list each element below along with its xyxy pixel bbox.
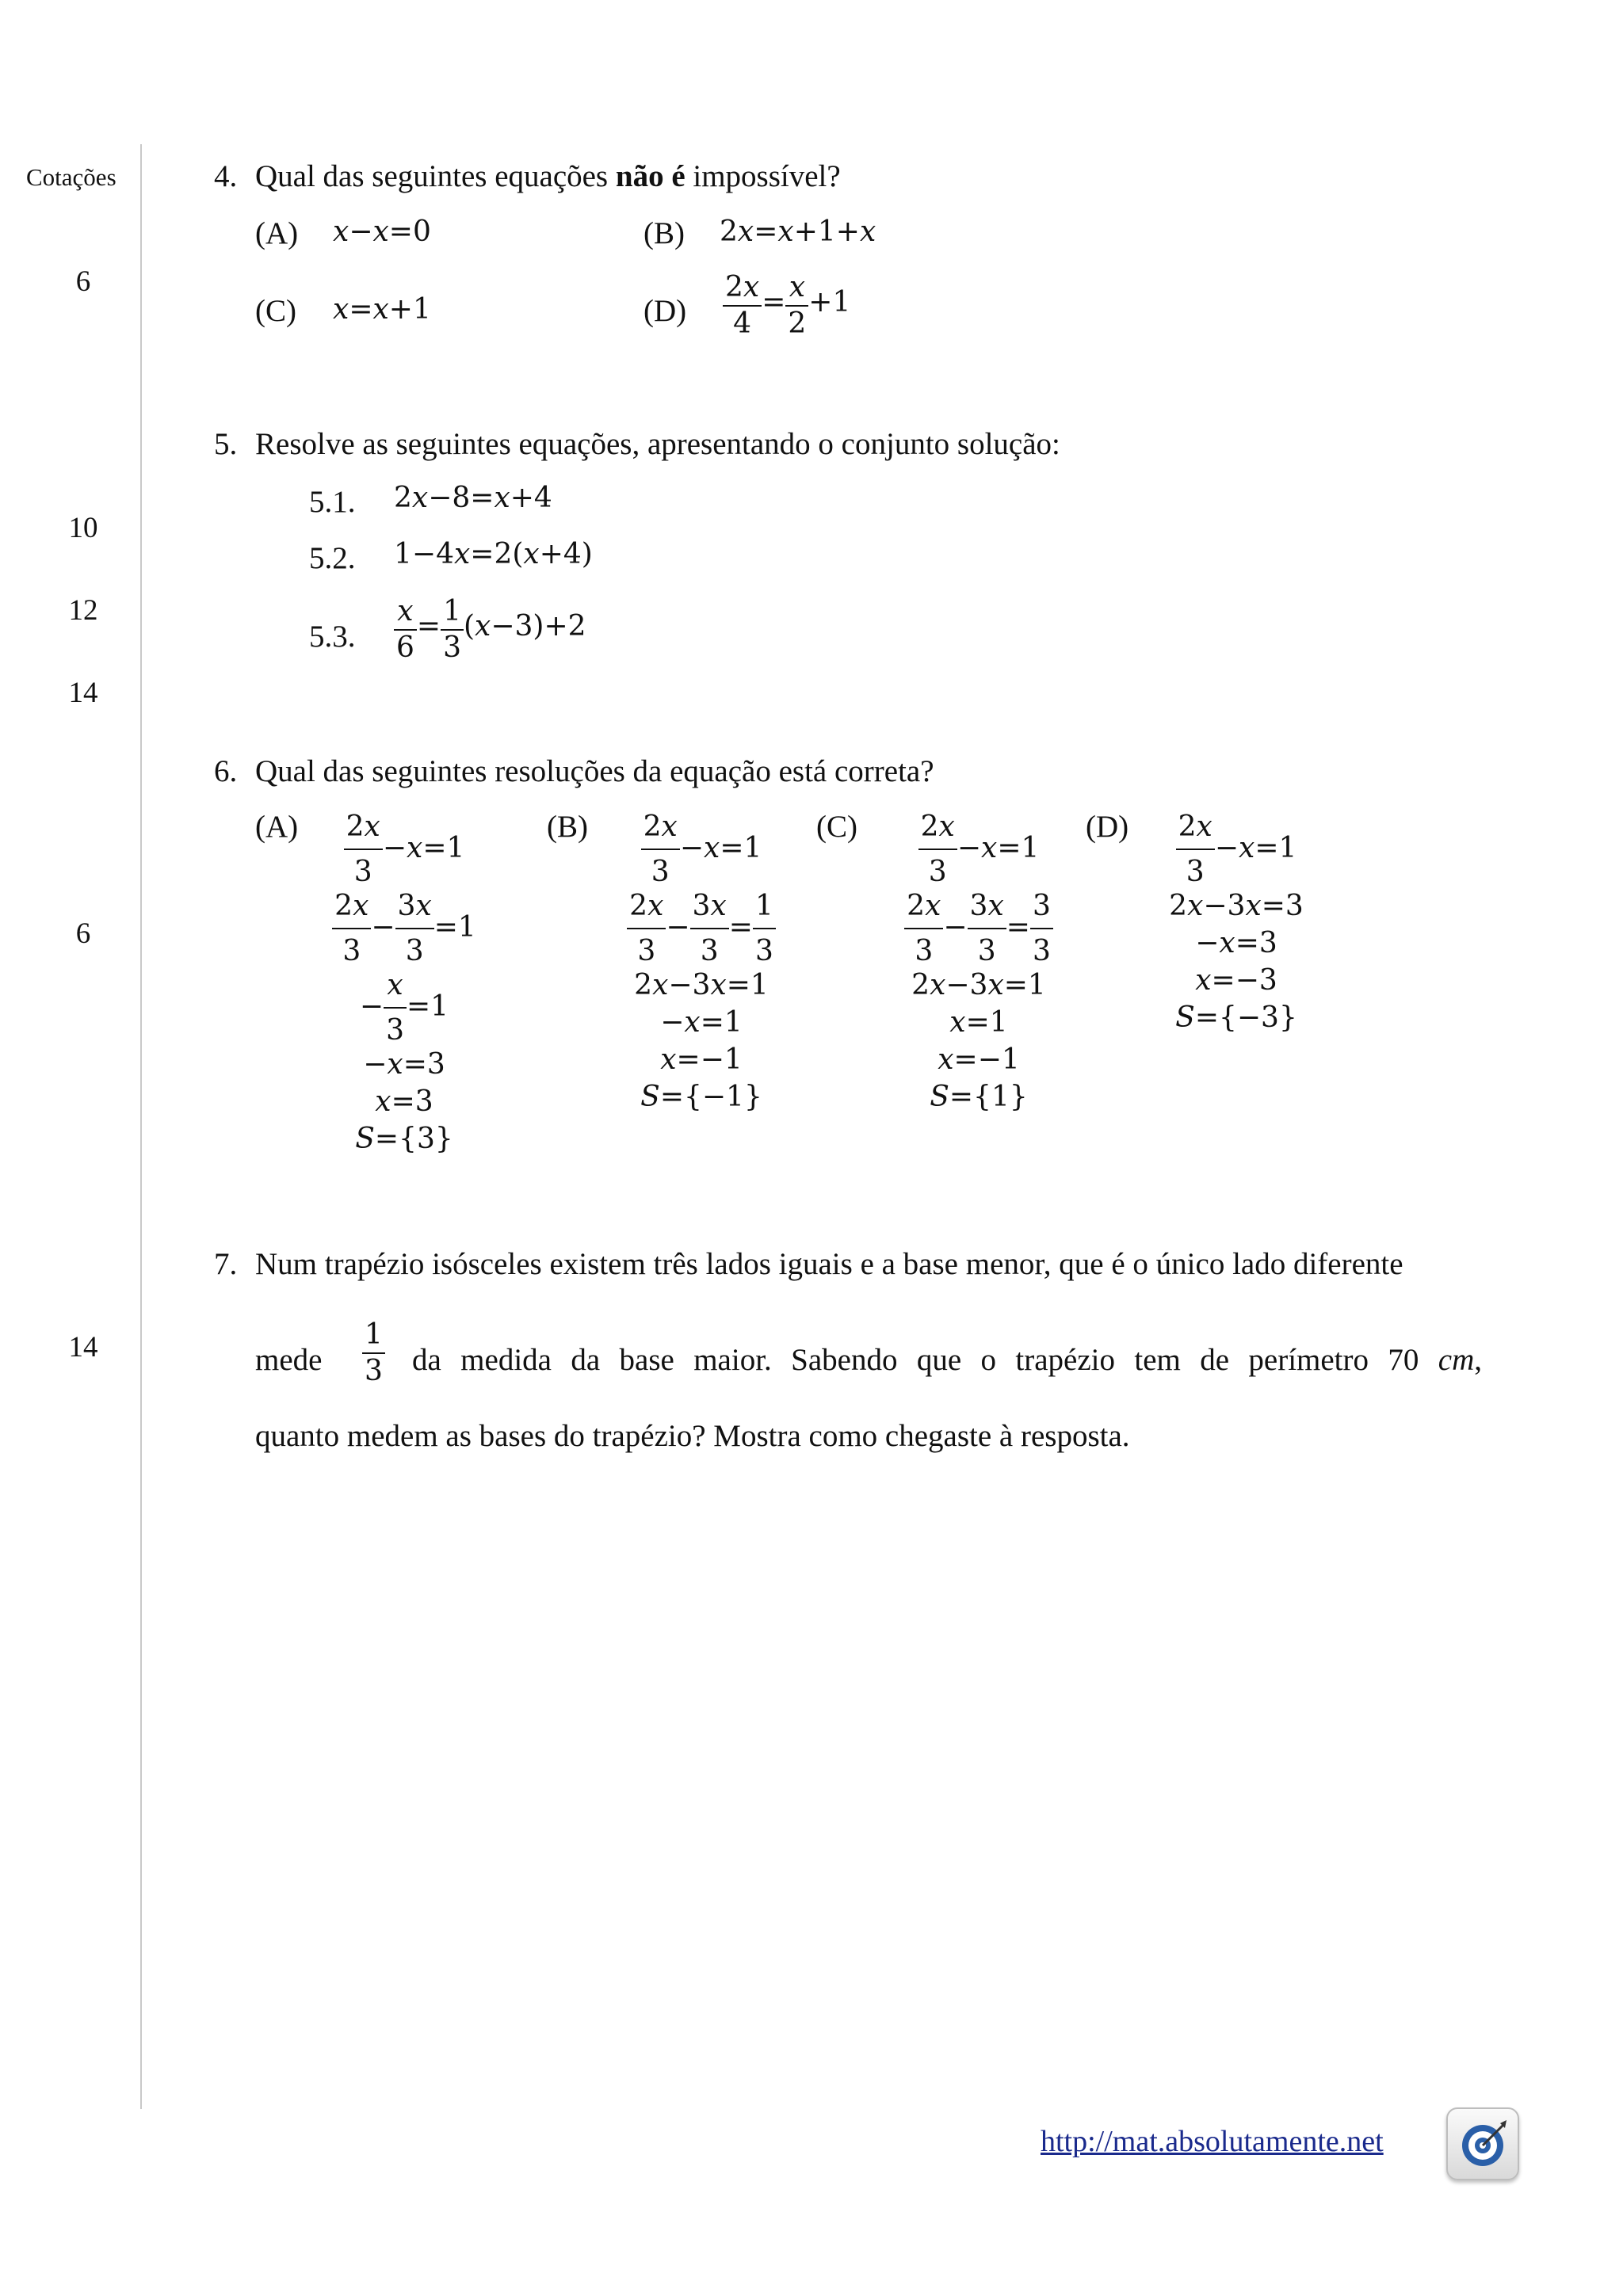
q4-option-d-label: (D) [643,294,687,328]
q5-number: 5. [214,427,238,461]
score-q7: 14 [68,1331,98,1363]
q4-option-a-label: (A) [255,216,299,250]
q6-prompt: Qual das seguintes resoluções da equação está correta? [255,754,934,788]
q4-option-b-label: (B) [643,216,685,250]
q6-option-a-label: (A) [255,810,299,844]
q7-line3: quanto medem as bases do trapézio? Mostra como chegaste à resposta. [255,1419,1130,1453]
q4-option-c-equation: x=x+1 [333,293,431,326]
score-q5-2: 12 [68,594,98,627]
target-icon [1446,2107,1519,2180]
q4-option-a-equation: x−x=0 [333,215,431,248]
cotacoes-label: Cotações [26,163,116,191]
q7-line2-start: mede [255,1343,323,1377]
q5-3-equation: $\frac{x}{6}$ = $\frac{1}{3}$ (x−3)+2 [394,596,586,661]
q5-2-equation: 1−4x=2(x+4) [394,538,593,570]
q5-prompt: Resolve as seguintes equações, apresentando o conjunto solução: [255,427,1060,461]
q4-prompt: Qual das seguintes equações não é impossível? [255,159,841,193]
q7-fraction-one-third: $\frac{1}{3}$ [362,1319,385,1384]
footer-url-link[interactable]: http://mat.absolutamente.net [1041,2125,1384,2158]
q6-option-d-resolution: $\frac{2x}{3}$ − x =1 2x−3x=3 −x=3 x=−3 S={−3} [1133,808,1339,1036]
q6-option-a-resolution: $\frac{2x}{3}$ − x =1 $\frac{2x}{3}$ − $\frac{3x}{3}$ =1 − $\frac{x}{3}$ =1 −x=3 x=3 S={3} [301,808,507,1158]
score-q4: 6 [75,265,91,298]
q6-option-d-label: (D) [1086,810,1129,844]
score-q5-3: 14 [68,677,98,709]
q4-option-b-equation: 2x=x+1+x [720,215,876,248]
q6-option-b-label: (B) [547,810,588,844]
q5-1-equation: 2x−8=x+4 [394,482,552,514]
q5-1-label: 5.1. [309,485,356,519]
q7-number: 7. [214,1247,238,1281]
q7-line1: Num trapézio isósceles existem três lados iguais e a base menor, que é o único lado diferente [255,1247,1403,1281]
q4-option-c-label: (C) [255,294,296,328]
q6-option-b-resolution: $\frac{2x}{3}$ − x =1 $\frac{2x}{3}$ − $\frac{3x}{3}$ = $\frac{1}{3}$ 2x−3x=1 −x=1 x=−1 S={−1} [594,808,808,1116]
q6-option-c-label: (C) [816,810,857,844]
q6-number: 6. [214,754,238,788]
q4-number: 4. [214,159,238,193]
margin-divider [140,144,142,2109]
score-q6: 6 [75,917,91,950]
score-q5-1: 10 [68,512,98,544]
q6-option-c-resolution: $\frac{2x}{3}$ − x =1 $\frac{2x}{3}$ − $\frac{3x}{3}$ = $\frac{3}{3}$ 2x−3x=1 x=1 x=−1 S={1} [872,808,1086,1116]
q4-option-d-equation: $\frac{2x}{4}$ = $\frac{x}{2}$ +1 [723,272,850,337]
q7-line2-rest: da medida da base maior. Sabendo que o trapézio tem de perímetro 70 cm, [412,1343,1482,1377]
q5-3-label: 5.3. [309,620,356,654]
q5-2-label: 5.2. [309,541,356,575]
